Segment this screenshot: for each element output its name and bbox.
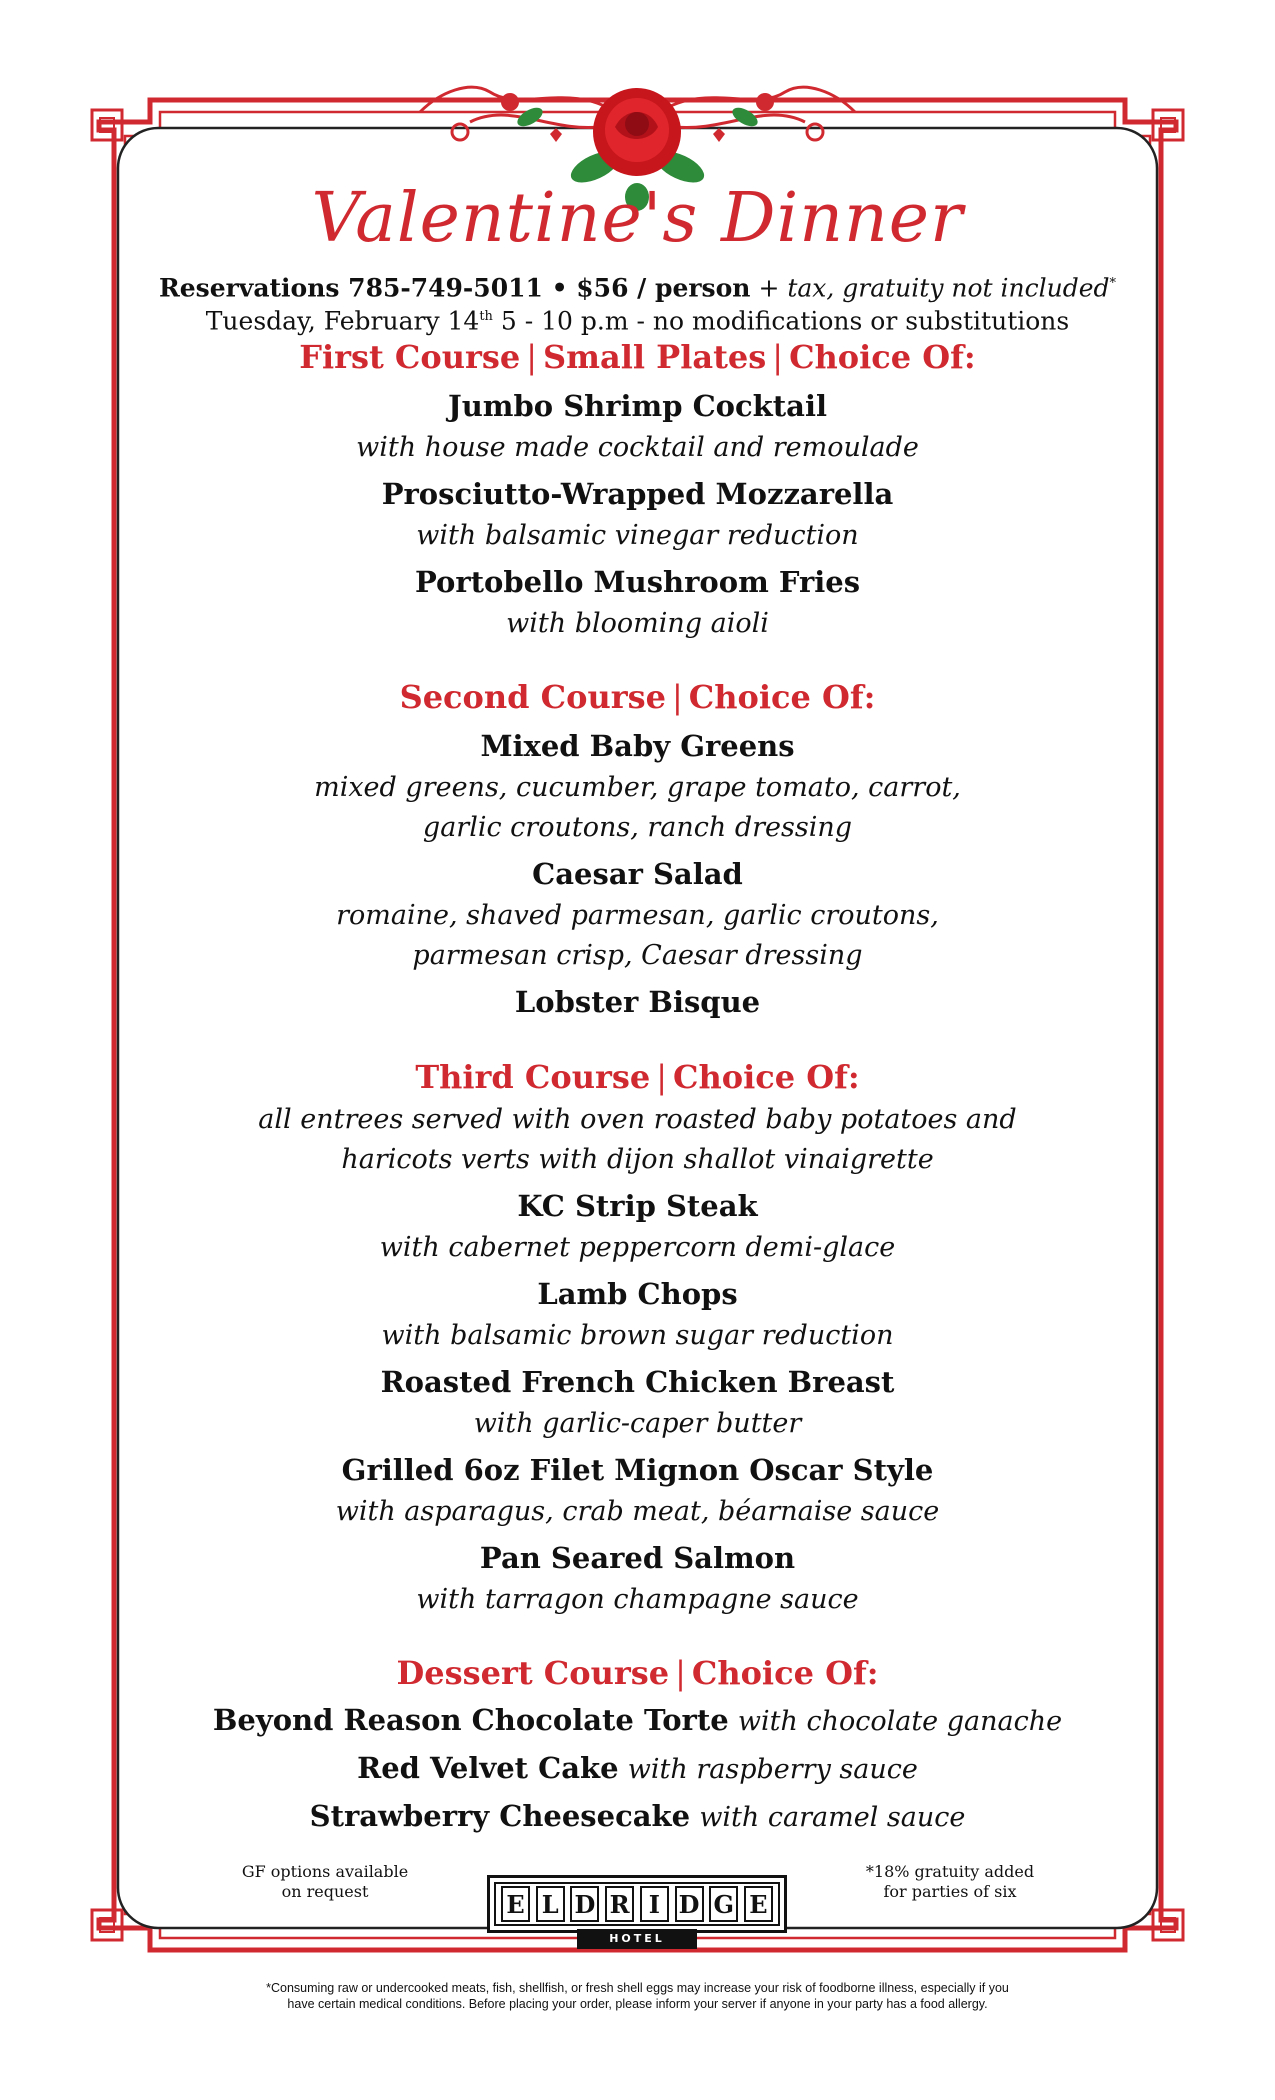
dish-name: Pan Seared Salmon: [479, 1541, 796, 1575]
dish-name: Grilled 6oz Filet Mignon Oscar Style: [341, 1453, 934, 1487]
gratuity-note: *18% gratuity added for parties of six: [865, 1862, 1035, 1901]
dessert-name: Beyond Reason Chocolate Torte: [212, 1703, 729, 1737]
first-course-heading: First Course | Small Plates | Choice Of:: [299, 338, 976, 376]
reservation-line: [140, 268, 1135, 303]
logo-letter: I: [640, 1886, 669, 1922]
dessert-item: [140, 1792, 1135, 1840]
gf-options-note: GF options available on request: [241, 1862, 409, 1901]
dessert-description: with raspberry sauce: [627, 1754, 918, 1785]
dish-name: Mixed Baby Greens: [480, 729, 795, 763]
dessert-name: Red Velvet Cake: [357, 1751, 619, 1785]
dish-description: with asparagus, crab meat, béarnaise sauce: [335, 1496, 940, 1527]
dessert-description: with chocolate ganache: [737, 1706, 1063, 1737]
dish-description: with balsamic brown sugar reduction: [381, 1320, 894, 1351]
dish-description: romaine, shaved parmesan, garlic croutons, parmesan crisp, Caesar dressing: [336, 900, 939, 971]
dish-description: mixed greens, cucumber, grape tomato, carrot, garlic croutons, ranch dressing: [314, 772, 961, 843]
date-line: [140, 300, 1135, 334]
dessert-item: [140, 1744, 1135, 1792]
dessert-item: [140, 1696, 1135, 1744]
date-main: Tuesday, February 14: [205, 306, 480, 336]
dish-name: Portobello Mushroom Fries: [414, 565, 861, 599]
dessert-description: with caramel sauce: [699, 1802, 966, 1833]
dessert-name: Strawberry Cheesecake: [309, 1799, 691, 1833]
entree-note: all entrees served with oven roasted baby potatoes and haricots verts with dijon shallot vinaigrette: [258, 1104, 1017, 1175]
dish-name: Jumbo Shrimp Cocktail: [448, 389, 827, 423]
dish-name: KC Strip Steak: [517, 1189, 758, 1223]
dish-description: with balsamic vinegar reduction: [416, 520, 859, 551]
logo-letter: L: [536, 1886, 565, 1922]
logo-letter: D: [570, 1886, 599, 1922]
dish-name: Prosciutto-Wrapped Mozzarella: [381, 477, 894, 511]
menu-content: [140, 170, 1135, 1840]
dish-description: with blooming aioli: [506, 608, 769, 639]
dish-description: with house made cocktail and remoulade: [356, 432, 919, 463]
date-suffix: th: [479, 309, 493, 324]
tax-footnote-mark: *: [1109, 276, 1117, 291]
dish-description: with garlic-caper butter: [473, 1408, 802, 1439]
dish-description: with cabernet peppercorn demi-glace: [379, 1232, 896, 1263]
dish-name: Lamb Chops: [537, 1277, 738, 1311]
food-safety-disclaimer: *Consuming raw or undercooked meats, fish, shellfish, or fresh shell eggs may increase your risk of foodborne illness, especially if you have certain medical conditions. Before placing your order, please inform your server if anyone in your party has a food allergy.: [266, 1981, 1009, 2011]
logo-hotel-label: HOTEL: [577, 1929, 697, 1949]
dessert-course-heading: Dessert Course | Choice Of:: [396, 1654, 879, 1692]
date-rest: 5 - 10 p.m - no modifications or substitutions: [492, 306, 1070, 336]
dish-name: Roasted French Chicken Breast: [380, 1365, 895, 1399]
logo-letter: E: [744, 1886, 773, 1922]
eldridge-hotel-logo: [487, 1875, 787, 1955]
dish-description: with tarragon champagne sauce: [416, 1584, 859, 1615]
tax-note: + tax, gratuity not included: [758, 273, 1110, 303]
logo-letter: E: [501, 1886, 530, 1922]
logo-letter: D: [675, 1886, 704, 1922]
second-course-heading: Second Course | Choice Of:: [399, 678, 876, 716]
dish-name: Caesar Salad: [532, 857, 743, 891]
logo-letter: R: [605, 1886, 634, 1922]
menu-title: Valentine's Dinner: [311, 179, 964, 258]
logo-letter: G: [709, 1886, 738, 1922]
dish-name: Lobster Bisque: [514, 985, 761, 1019]
reservation-info: Reservations 785-749-5011 • $56 / person: [158, 273, 751, 303]
third-course-heading: Third Course | Choice Of:: [415, 1058, 860, 1096]
